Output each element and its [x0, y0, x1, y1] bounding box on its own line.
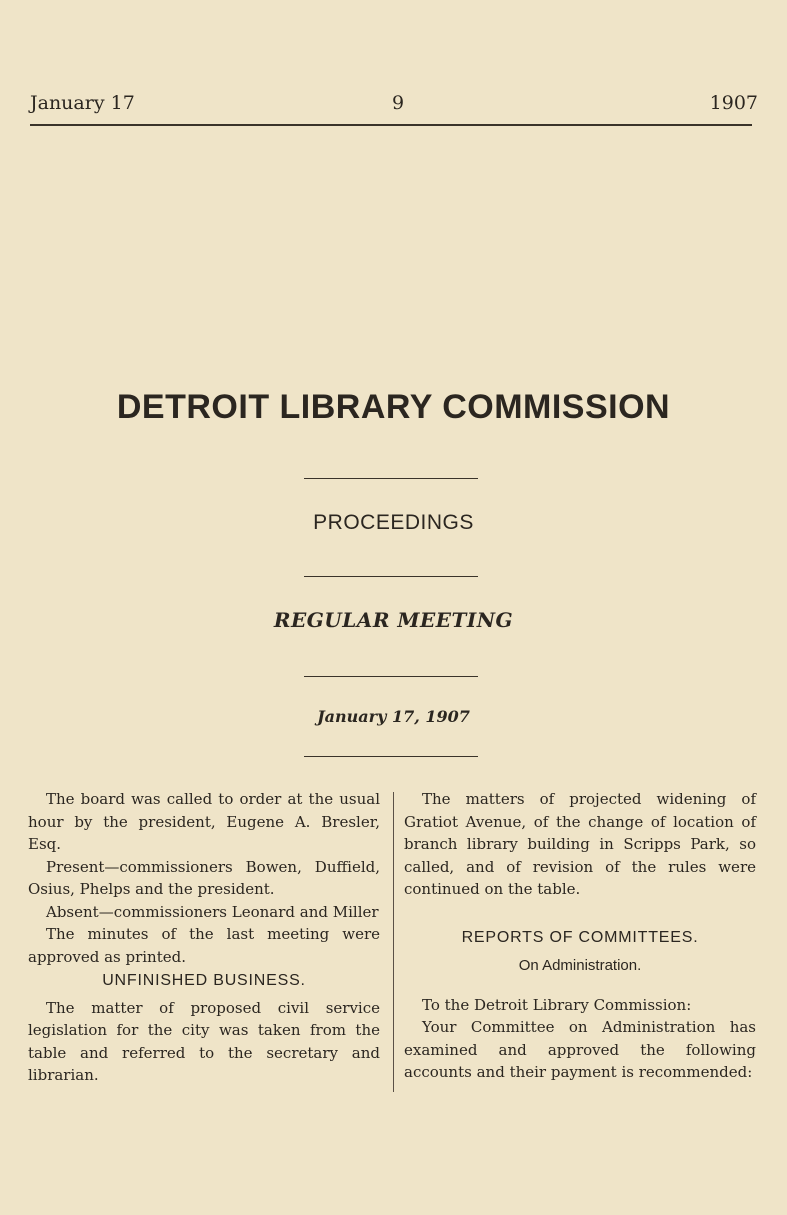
paragraph-salutation: To the Detroit Library Commission: [422, 995, 692, 1014]
divider-rule-3 [304, 676, 478, 677]
header-date: January 17 [30, 92, 135, 114]
reports-heading: REPORTS OF COMMITTEES. [461, 928, 699, 946]
paragraph-absent: Absent—commissioners Leonard and Miller [46, 902, 379, 921]
divider-rule-4 [304, 756, 478, 757]
column-divider [393, 792, 394, 1092]
administration-subheading: On Administration. [518, 957, 642, 974]
document-title: DETROIT LIBRARY COMMISSION [116, 388, 671, 426]
paragraph-call-to-order: The board was called to order at the usual hour by the president, Eugene A. Bresler, Esq. [28, 790, 380, 853]
proceedings-heading: PROCEEDINGS [313, 511, 474, 534]
right-column [404, 788, 756, 1084]
header-rule [30, 124, 752, 126]
header-year: 1907 [709, 92, 758, 114]
paragraph-matters-continued: The matters of projected widening of Gratiot Avenue, of the change of location of branch library building in Scripps Park, so called, and of revision of the rules were continued on the table. [404, 790, 756, 898]
paragraph-present: Present—commissioners Bowen, Duffield, Osius, Phelps and the president. [28, 857, 380, 898]
running-header [30, 92, 758, 120]
paragraph-minutes: The minutes of the last meeting were approved as printed. [28, 925, 380, 966]
paragraph-committee-report: Your Committee on Administration has examined and approved the following accounts and their payment is recommended: [404, 1018, 756, 1081]
divider-rule-2 [304, 576, 478, 577]
page-number: 9 [392, 92, 405, 114]
paragraph-civil-service: The matter of proposed civil service legislation for the city was taken from the table and referred to the secretary and librarian. [28, 998, 380, 1084]
left-column [28, 788, 380, 1087]
meeting-heading: REGULAR MEETING [273, 608, 514, 632]
divider-rule-1 [304, 478, 478, 479]
meeting-date: January 17, 1907 [317, 707, 470, 726]
unfinished-business-heading: UNFINISHED BUSINESS. [102, 972, 306, 989]
